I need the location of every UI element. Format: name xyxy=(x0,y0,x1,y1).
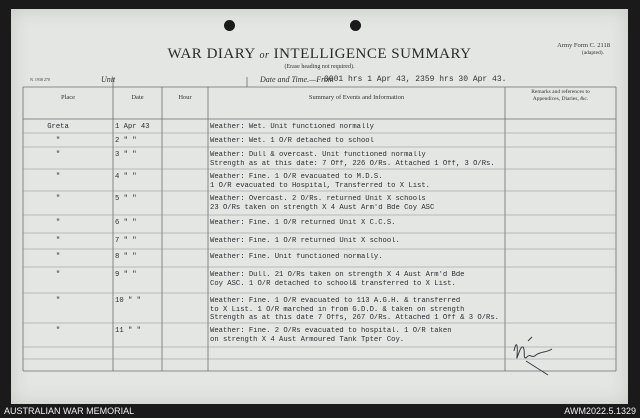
row-place: " xyxy=(55,327,61,335)
footer-id: AWM2022.5.1329 xyxy=(564,406,636,416)
col-header-summary: Summary of Events and Information xyxy=(308,94,405,101)
row-date: 8 " " xyxy=(115,253,137,261)
form-code: N. 1938 270 xyxy=(30,77,50,82)
row-date: 10 " " xyxy=(115,297,141,305)
row-date: 11 " " xyxy=(115,327,141,335)
row-summary-line: Weather: Overcast. 2 O/Rs. returned Unit X schools xyxy=(210,195,426,203)
row-summary-line: Strength as at this date 7 Offs, 267 O/Rs. Attached 1 Off & 3 O/Rs. xyxy=(210,314,499,322)
datetime-value: 0001 hrs 1 Apr 43, 2359 hrs 30 Apr 43. xyxy=(324,75,507,84)
row-date: 9 " " xyxy=(115,271,137,279)
row-date: 5 " " xyxy=(115,195,137,203)
row-summary-line: Weather: Fine. 2 O/Rs evacuated to hospital. 1 O/R taken xyxy=(210,327,452,335)
col-header-date: Date xyxy=(131,94,144,101)
row-summary-line: Strength as at this date: 7 Off, 226 O/Rs. Attached 1 Off, 3 O/Rs. xyxy=(210,159,495,168)
row-date: 4 " " xyxy=(115,173,137,181)
row-place: Greta xyxy=(47,123,69,131)
row-summary-line: Coy ASC. 1 O/R detached to school& transferred to X List. xyxy=(210,279,456,288)
row-summary-line: Weather: Dull & overcast. Unit functioned normally xyxy=(210,151,426,159)
row-summary-line: Weather: Fine. 1 O/R evacuated to M.D.S. xyxy=(210,173,383,181)
row-place: " xyxy=(55,219,61,227)
row-summary-line: Weather: Fine. Unit functioned normally. xyxy=(210,253,383,261)
row-summary-line: on strength X 4 Aust Armoured Tank Tpter Coy. xyxy=(210,335,405,344)
page-subtitle: (Erase heading not required). xyxy=(284,64,355,70)
row-summary-line: 1 O/R evacuated to Hospital, Transferred to X List. xyxy=(210,181,430,190)
row-place: " xyxy=(55,271,61,279)
row-place: " xyxy=(55,151,61,159)
row-date: 1 Apr 43 xyxy=(115,123,150,131)
row-summary-line: Weather: Fine. 1 O/R evacuated to 113 A.G.H. & transferred xyxy=(210,297,461,305)
row-date: 3 " " xyxy=(115,151,137,159)
row-date: 7 " " xyxy=(115,237,137,245)
row-place: " xyxy=(55,137,61,145)
row-date: 2 " " xyxy=(115,137,137,145)
row-place: " xyxy=(55,173,61,181)
form-reference: Army Form C. 2118 (adapted). xyxy=(557,42,610,57)
col-header-place: Place xyxy=(60,94,76,101)
signature-mark xyxy=(508,331,558,376)
row-summary-line: Weather: Fine. 1 O/R returned Unit X C.C.S. xyxy=(210,219,396,227)
col-header-hour: Hour xyxy=(178,94,192,101)
footer-source: AUSTRALIAN WAR MEMORIAL xyxy=(4,406,135,416)
row-summary-line: to X List. 1 O/R marched in from G.D.D. & taken on strength xyxy=(210,305,465,314)
row-place: " xyxy=(55,297,61,305)
row-summary-line: Weather: Wet. Unit functioned normally xyxy=(210,123,374,131)
diary-sheet xyxy=(11,9,628,404)
col-header-remarks: Remarks and references to Appendices, Diaries, &c. xyxy=(531,89,590,102)
datetime-label: Date and Time.—From xyxy=(260,75,334,84)
row-summary-line: 23 O/Rs taken on strength X 4 Aust Arm'd Bde Coy ASC xyxy=(210,203,435,212)
row-place: " xyxy=(55,195,61,203)
row-date: 6 " " xyxy=(115,219,137,227)
row-summary-line: Weather: Wet. 1 O/R detached to school xyxy=(210,137,374,145)
row-summary-line: Weather: Fine. 1 O/R returned Unit X school. xyxy=(210,237,400,245)
row-place: " xyxy=(55,253,61,261)
unit-label: Unit xyxy=(101,75,116,84)
row-summary-line: Weather: Dull. 21 O/Rs taken on strength X 4 Aust Arm'd Bde xyxy=(210,271,465,279)
page-title: WAR DIARY or INTELLIGENCE SUMMARY xyxy=(167,46,472,62)
row-place: " xyxy=(55,237,61,245)
